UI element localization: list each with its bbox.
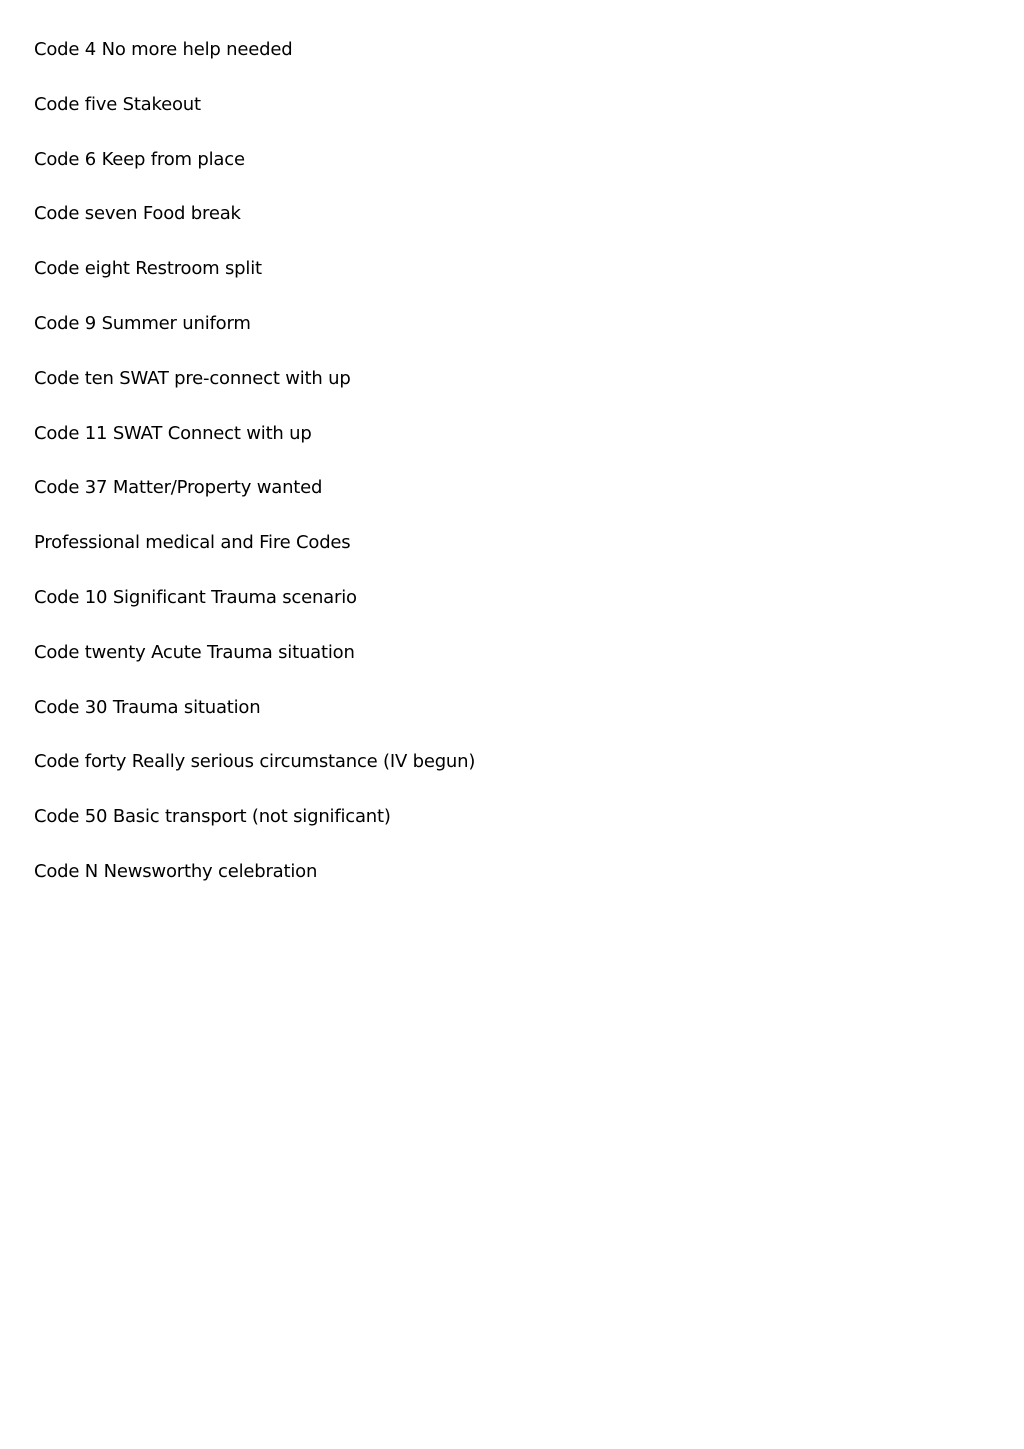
code-line-10: Code 10 Significant Trauma scenario — [34, 586, 357, 608]
code-line-eight: Code eight Restroom split — [34, 258, 262, 280]
code-line-37: Code 37 Matter/Property wanted — [34, 477, 323, 499]
code-line-n: Code N Newsworthy celebration — [34, 860, 318, 882]
code-line-forty: Code forty Really serious circumstance (IV begun) — [34, 751, 476, 773]
code-line-6: Code 6 Keep from place — [34, 148, 245, 170]
code-line-30: Code 30 Trauma situation — [34, 696, 261, 718]
code-line-twenty: Code twenty Acute Trauma situation — [34, 641, 355, 663]
code-line-4: Code 4 No more help needed — [34, 39, 293, 60]
code-line-seven: Code seven Food break — [34, 203, 241, 225]
code-line-five: Code five Stakeout — [34, 93, 201, 115]
code-list — [34, 36, 475, 913]
code-line-50: Code 50 Basic transport (not significant) — [34, 806, 391, 828]
section-heading-medical-fire: Professional medical and Fire Codes — [34, 532, 351, 554]
code-line-11: Code 11 SWAT Connect with up — [34, 422, 312, 444]
code-line-ten: Code ten SWAT pre-connect with up — [34, 367, 351, 389]
code-line-9: Code 9 Summer uniform — [34, 312, 251, 334]
